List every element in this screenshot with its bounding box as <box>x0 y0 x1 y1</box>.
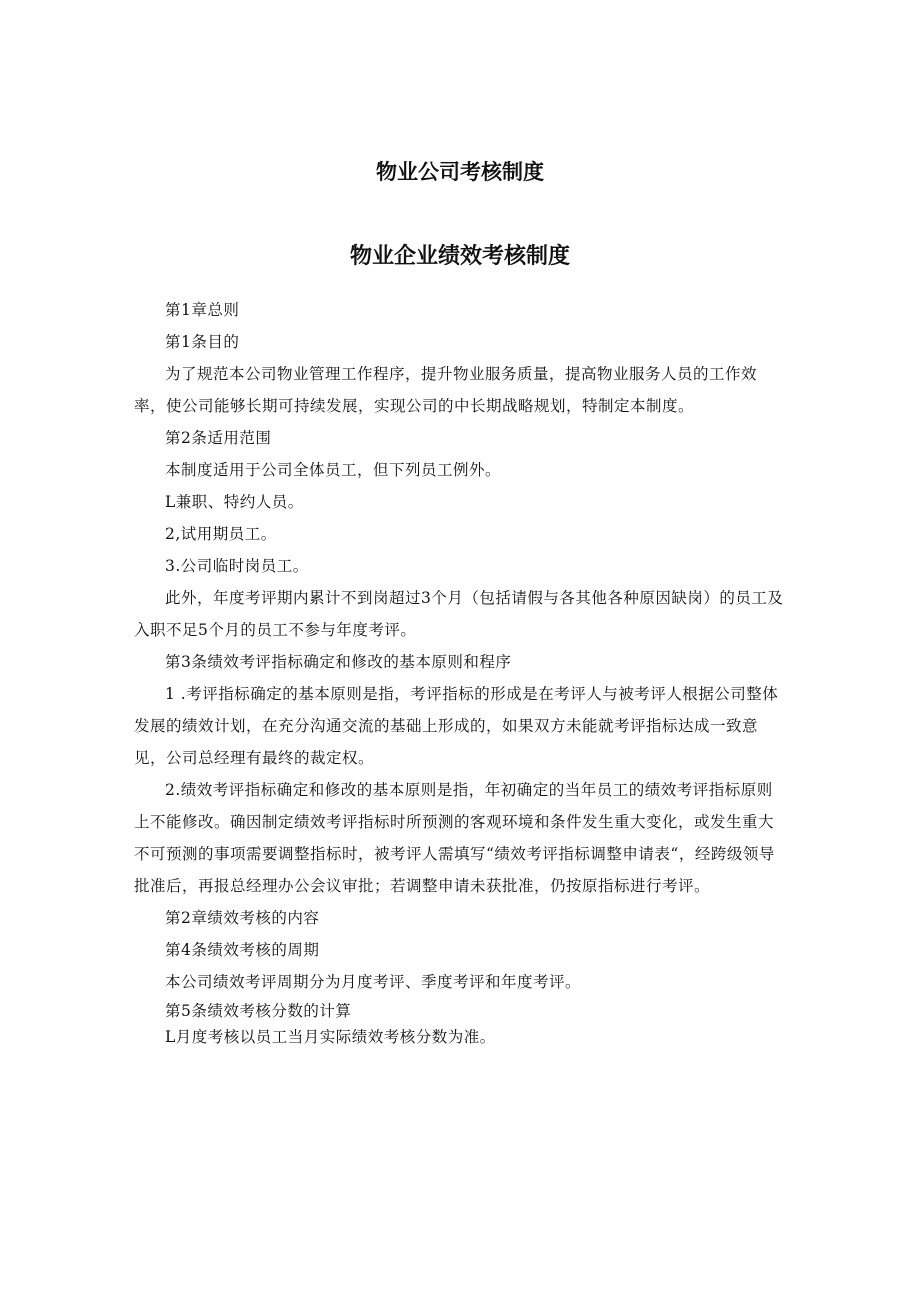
body-paragraph: 2.绩效考评指标确定和修改的基本原则是指，年初确定的当年员工的绩效考评指标原则上不能修改。确因制定绩效考评指标时所预测的客观环境和条件发生重大变化，或发生重大不可预测的事项需要调整指标时，被考评人需填写“绩效考评指标调整申请表“，经跨级领导批准后，再报总经理办公会议审批；若调整申请未获批准，仍按原指标进行考评。 <box>134 781 775 895</box>
article-heading: 第1条目的 <box>165 333 240 351</box>
body-paragraph: 本公司绩效考评周期分为月度考评、季度考评和年度考评。 <box>165 973 582 991</box>
body-paragraph: 本制度适用于公司全体员工，但下列员工例外。 <box>165 461 502 479</box>
chapter-heading: 第1章总则 <box>165 301 240 319</box>
list-item: 2,试用期员工。 <box>165 525 277 543</box>
article-heading: 第2条适用范围 <box>165 429 272 447</box>
article-heading: 第5条绩效考核分数的计算 <box>165 1002 352 1020</box>
chapter-heading: 第2章绩效考核的内容 <box>165 909 320 927</box>
document-body <box>134 294 786 1050</box>
document-subtitle: 物业企业绩效考核制度 <box>349 244 570 269</box>
article-heading: 第3条绩效考评指标确定和修改的基本原则和程序 <box>165 653 512 671</box>
article-heading: 第4条绩效考核的周期 <box>165 941 320 959</box>
body-paragraph: 此外，年度考评期内累计不到岗超过3个月（包括请假与各其他各种原因缺岗）的员工及入职不足5个月的员工不参与年度考评。 <box>134 589 784 639</box>
list-item: L月度考核以员工当月实际绩效考核分数为准。 <box>165 1028 496 1046</box>
list-item: L兼职、特约人员。 <box>165 493 304 511</box>
body-paragraph: 1 .考评指标确定的基本原则是指，考评指标的形成是在考评人与被考评人根据公司整体发展的绩效计划，在充分沟通交流的基础上形成的，如果双方未能就考评指标达成一致意见，公司总经理有最终的裁定权。 <box>134 685 779 767</box>
body-paragraph: 为了规范本公司物业管理工作程序，提升物业服务质量，提高物业服务人员的工作效率，使公司能够长期可持续发展，实现公司的中长期战略规划，特制定本制度。 <box>134 365 758 415</box>
document-title: 物业公司考核制度 <box>376 160 544 184</box>
list-item: 3.公司临时岗员工。 <box>165 557 309 575</box>
